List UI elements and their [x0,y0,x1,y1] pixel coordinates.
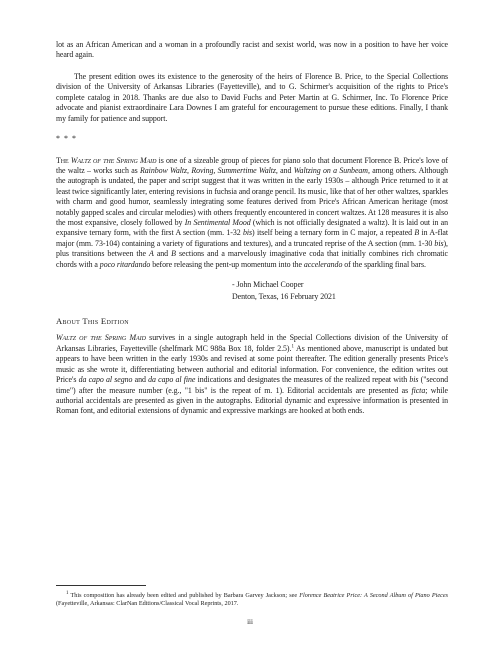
page-number: iii [247,618,253,626]
essay-text: (which is not officially designated a waltz). It is laid out in an expansive ternary form, with the first A section (mm. 1-32 [56,218,448,238]
italic-term: bis [409,375,419,385]
italic-term: ficta [411,385,426,395]
signature-place-date: Denton, Texas, 16 February 2021 [232,291,336,301]
signature-block [56,279,448,302]
essay-text: ), plus transitions between the [56,238,448,259]
about-text: ; while authorial accidentals are presented as given in the autographs. Editorial dynamic and expressive information is presented in Roman font, and editorial extensions of dynamic and expressive markings are hooked at both ends. [56,385,448,416]
signature-name: - John Michael Cooper [232,280,304,290]
essay-text: is one of a sizeable group of pieces for piano solo that document Florence B. Price's love of the waltz – works such as [56,155,448,175]
italic-term: poco ritardando [99,259,151,269]
work-title: Rainbow Waltz, Roving, Summertime Waltz, [140,165,278,175]
work-title: In Sentimental Mood [184,218,251,228]
footnote-text: (Fayetteville, Arkansas: ClarNan Editions/Classical Vocal Reprints, 2017. [56,600,239,608]
section-letter: B [414,228,420,238]
section-heading: About This Edition [56,316,129,327]
about-text: ("second time") after the measure number (e.g., "1 bis" is the repeat of m. 1). Editorial accidentals are presented as [56,375,448,395]
footnote-number: 1 [66,590,69,596]
essay-text: ) itself being a ternary form in C major, a repeated [252,228,415,238]
essay-text: before releasing the pent-up momentum into the [150,259,304,269]
footnote-reference[interactable]: 1 [291,344,294,350]
italic-term: da capo al fine [148,375,196,385]
section-letter: A [148,249,154,259]
about-text: As mentioned above, manuscript is undated but appears to have been written in the early 1930s and revised at some point thereafter. The edition generally presents Price's music as she wrote it, differentiating between authorial and editorial information. For convenience, the edition writes out Price's [56,343,448,385]
essay-text: and [153,249,172,259]
essay-paragraph [56,156,448,271]
footnote-text: This composition has already been edited and published by Barbara Garvey Jackson; see [68,592,300,599]
section-letter: B [171,249,176,259]
italic-term: bis [434,238,444,248]
document-body [56,40,448,417]
italic-term: accelerando [303,259,343,269]
footnote-divider [56,585,146,586]
about-work-title: Waltz of the Spring Maid [56,333,146,343]
work-title: Waltzing on a Sunbeam, [293,165,370,175]
essay-text: among others. Although the autograph is undated, the paper and script suggest that it was written in the early 1930s – although Price returned to it at least twice significantly later, entering revisions in fuchsia and orange pencil. Its music, like that of her other waltzes, sparkles with charm and good humor, seamlessly integrating some features derived from Price's African American heritage (most notably gapped scales and circular melodies) with others frequently encountered in concert waltzes. At 128 measures it is also the most expansive, closely followed by [56,165,448,228]
section-separator: * * * [56,133,77,143]
about-text: survives in a single autograph held in the Special Collections division of the University of Arkansas Libraries, Fayetteville (shelfmark MC 988a Box 18, folder 2.5). [56,333,448,353]
intro-paragraph-end: lot as an African American and a woman in a profoundly racist and sexist world, was now in a position to have her voice heard again. [56,40,448,60]
essay-work-title: Waltz of the Spring Maid [70,155,157,165]
essay-text: and [277,165,294,175]
italic-term: bis [242,228,253,238]
acknowledgments-paragraph: The present edition owes its existence to the generosity of the heirs of Florence B. Price, to the Special Collections division of the University of Arkansas Libraries (Fayetteville), and to G. Schirmer's acquisition of the rights to Price's complete catalog in 2018. Thanks are due also to David Fuchs and Peter Martin at G. Schirmer, Inc. To Florence Price advocate and pianist extraordinaire Lara Downes I am grateful for encouragement to pursue these editions. Finally, I thank my family for patience and support. [56,71,448,123]
footnote-cited-title: Florence Beatrice Price: A Second Album of Piano Pieces [299,592,448,599]
essay-text: of the sparkling final bars. [342,259,426,269]
about-text: indications and designates the measures of the realized repeat with [195,375,410,385]
about-text: and [132,375,149,385]
essay-text: sections and a marvelously imaginative coda that initially combines rich chromatic chords with a [56,249,448,269]
about-edition-paragraph [56,333,448,416]
footnote [56,592,448,609]
essay-title-article: The [56,155,71,165]
italic-term: da capo al segno [78,375,133,385]
essay-text: in A-flat major (mm. 73-104) containing a variety of figurations and textures), and a truncated reprise of the A section (mm. 1-30 [56,228,448,248]
